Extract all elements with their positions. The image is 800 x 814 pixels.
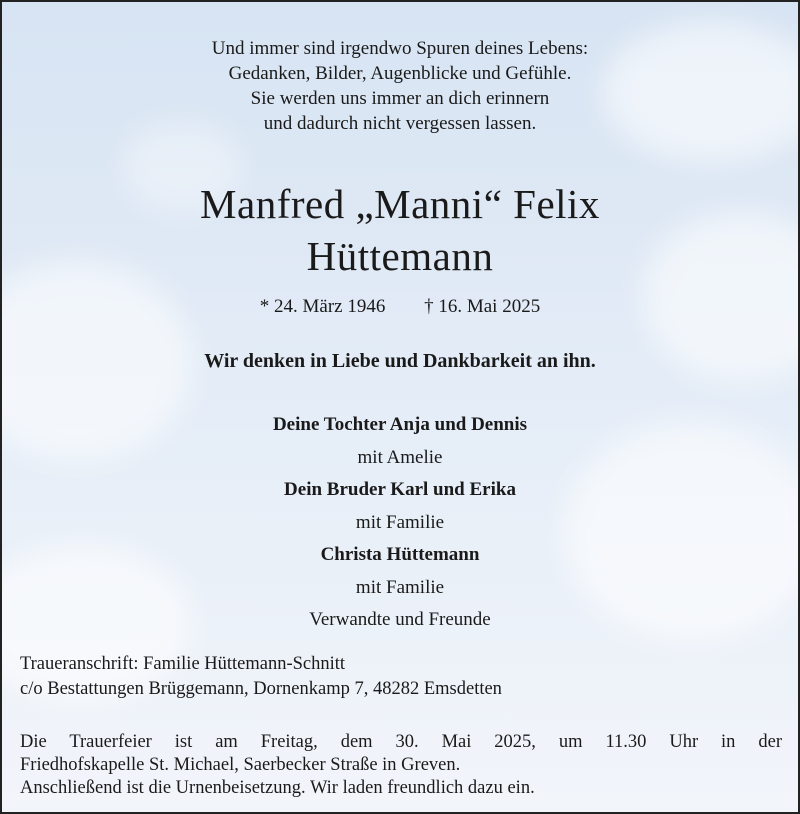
poem-line: Und immer sind irgendwo Spuren deines Lebens: (211, 38, 589, 59)
poem-line: Sie werden uns immer an dich erinnern (250, 88, 550, 109)
funeral-service-info (20, 731, 782, 800)
life-dates (2, 294, 798, 320)
mourner-line: Deine Tochter Anja und Dennis (272, 414, 528, 435)
poem-line: Gedanken, Bilder, Augenblicke und Gefühle. (228, 63, 572, 84)
memorial-poem (2, 36, 798, 136)
mourners-list (2, 409, 798, 637)
service-line: Anschließend ist die Urnenbeisetzung. Wir laden freundlich dazu ein. (20, 778, 535, 798)
mourning-address (20, 652, 780, 702)
birth-date: * 24. März 1946 (259, 296, 386, 317)
service-line: Die Trauerfeier ist am Freitag, dem 30. Mai 2025, um 11.30 Uhr in der (20, 732, 782, 752)
remembrance-tagline: Wir denken in Liebe und Dankbarkeit an ihn. (204, 350, 596, 372)
address-line: c/o Bestattungen Brüggemann, Dornenkamp 7, 48282 Emsdetten (20, 679, 502, 699)
deceased-surname: Hüttemann (306, 233, 494, 279)
mourner-line: mit Amelie (357, 446, 443, 468)
mourner-line: mit Familie (355, 511, 445, 533)
deceased-name-line: Manfred „Manni“ Felix (200, 181, 600, 227)
mourner-line: mit Familie (355, 576, 445, 598)
death-date: † 16. Mai 2025 (424, 296, 541, 317)
mourner-line: Dein Bruder Karl und Erika (284, 479, 516, 500)
deceased-name (2, 178, 798, 282)
mourner-line: Christa Hüttemann (320, 544, 480, 565)
service-line: Friedhofskapelle St. Michael, Saerbecker Straße in Greven. (20, 755, 461, 775)
mourner-line: Verwandte und Freunde (309, 609, 491, 630)
poem-line: und dadurch nicht vergessen lassen. (263, 113, 537, 134)
notice-content (2, 2, 798, 812)
address-line: Traueranschrift: Familie Hüttemann-Schnitt (20, 654, 346, 674)
